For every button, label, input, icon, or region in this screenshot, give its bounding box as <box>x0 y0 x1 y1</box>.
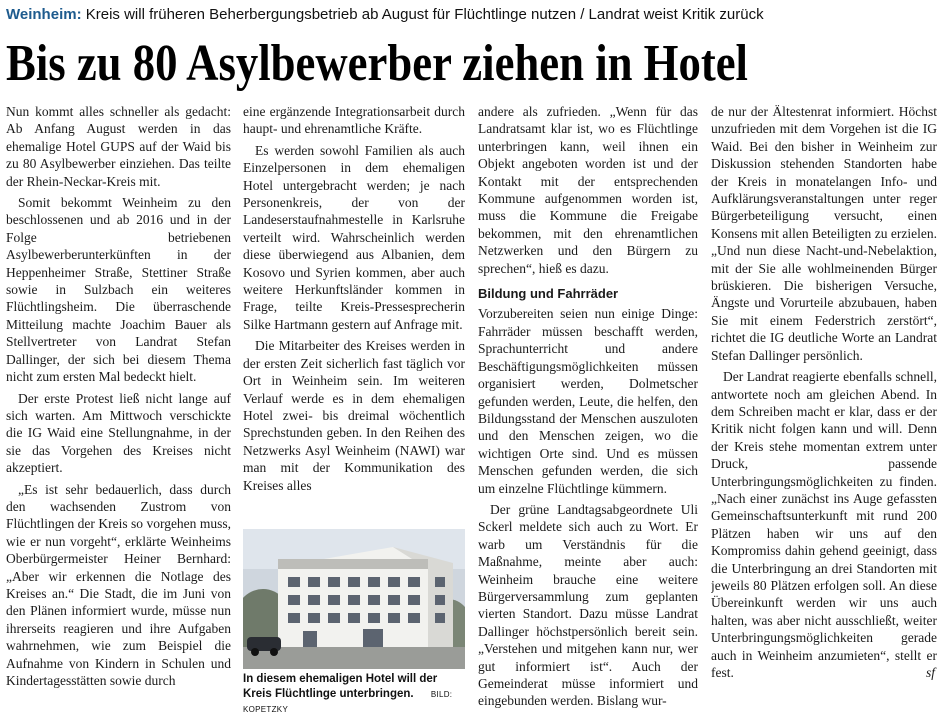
hotel-illustration <box>243 529 465 669</box>
photo-credit: BILD: KOPETZKY <box>243 690 453 714</box>
paragraph: Es werden sowohl Familien als auch Einzelpersonen in dem ehemaligen Hotel untergebracht werden; je nach Personenkreis, der von der Landeserstaufnahmestelle in Karlsruhe verteilt wird. Wahrscheinlich werden diese überwiegend aus Albanien, dem Kosovo und Syrien kommen, aber auch weitere Herkunftsländer kommen in Frage, teilte Kreis-Pressesprecherin Silke Hartmann gestern auf Anfrage mit. <box>243 142 465 332</box>
article-topline <box>0 0 943 30</box>
paragraph: andere als zufrieden. „Wenn für das Landratsamt klar ist, wo es Flüchtlinge unterbringen kann, weil ihnen ein Objekt angeboten worden ist und der Kontakt mit der entsprechenden Kommune aufgenommen worden ist, muss die Kommune die Freigabe bekommen, mit den ehrenamtlichen Netzwerken und den Bürgern zu sprechen“, hieß es dazu. <box>478 104 698 276</box>
caption-text: In diesem ehemaligen Hotel will der Kreis Flüchtlinge unterbringen. <box>243 673 438 700</box>
author-signature: sf <box>925 665 935 680</box>
paragraph: de nur der Ältestenrat informiert. Höchst unzufrieden mit dem Vorgehen ist die IG Waid. Bei den bisher in Weinheim zur Diskussion stehenden Standorten habe der Kreis in monatelangen Info- und Aufklärungsveranstaltungen unter reger Bürgerbeteiligung versucht, einen Konsens mit allen Beteiligten zu erzielen. „Und nun diese Nacht-und-Nebelaktion, mit der Sie alle wohlmeinenden Bürger brüskieren. Die bisherigen Versuche, Ängste und Vorurteile abzubauen, haben Sie mit einem Federstrich zerstört“, richtet die IG deutliche Worte an Landrat Stefan Dallinger persönlich. <box>711 104 937 363</box>
hotel-photo <box>243 529 465 669</box>
paragraph-text: Der Landrat reagierte ebenfalls schnell, antwortete noch am gleichen Abend. In dem Schreiben macht er klar, dass er der Kritik nicht folgen kann und will. Denn der Kreis stehe momentan extrem unter Druck, passende Unterbringungsmöglichkeiten zu finden. „Nach einer zunächst ins Auge gefassten Gemeinschaftsunterkunft mit rund 200 Plätzen haben wir uns auf den Kompromiss dahin gehend geeinigt, dass die Unterbringung an drei Standorten mit jeweils 80 Plätzen erfolgen soll. An diese Übereinkunft werden wir uns auch halten, was aber nicht ausschließt, weiter Unterbringungsmöglichkeiten gerade auch in Weinheim anzumieten“, stellt er fest. <box>711 369 937 680</box>
article-column-2 <box>243 103 465 543</box>
article-column-1 <box>6 103 231 715</box>
paragraph: Der erste Protest ließ nicht lange auf sich warten. Am Mittwoch verschickte die IG Waid eine Stellungnahme, in der sie das Vorgehen des Kreises nicht akzeptiert. <box>6 390 231 476</box>
paragraph: eine ergänzende Integrationsarbeit durch haupt- und ehrenamtliche Kräfte. <box>243 104 465 137</box>
article-column-3 <box>478 103 698 715</box>
section-subhead: Bildung und Fahrräder <box>478 286 619 302</box>
paragraph: Vorzubereiten seien nun einige Dinge: Fahrräder müssen beschafft werden, Sprachunterricht und andere Beschäftigungsmöglichkeiten müssen organisiert werden, Dolmetscher gefunden werden, Leute, die helfen, den Bildungsstand der Menschen auszuloten und den Menschen zeigen, wo die wichtigen Orte sind. Und es müssen Menschen gefunden werden, die sich um einzelne Flüchtlinge kümmern. <box>478 306 698 496</box>
photo-caption <box>243 672 465 716</box>
topline-kicker: Weinheim: <box>6 6 82 23</box>
article-column-4 <box>711 103 937 715</box>
paragraph: Nun kommt alles schneller als gedacht: Ab Anfang August werden in das ehemalige Hotel GUPS auf der Waid bis zu 80 Asylbewerber einziehen. Das teilte der Rhein-Neckar-Kreis mit. <box>6 104 231 189</box>
article-headline: Bis zu 80 Asylbewerber ziehen in Hotel <box>6 35 748 92</box>
paragraph: „Es ist sehr bedauerlich, dass durch den wachsenden Zustrom von Flüchtlingen der Kreis so vorgehen muss, wie er nun vorgeht“, erklärte Weinheims Oberbürgermeister Heiner Bernhard: „Aber wir erkennen die Notlage des Kreises an.“ Die Stadt, die im Juni von den Plänen informiert wurde, müsse nun ihrerseits reagieren und ihre Aufgaben wahrnehmen, wie zum Beispiel die Aufnahme von Kindern in Schulen und Kindertagesstätten sowie durch <box>6 481 231 688</box>
paragraph: Die Mitarbeiter des Kreises werden in der ersten Zeit sicherlich fast täglich vor Ort in Weinheim sein. Im weiteren Verlauf werde es in dem ehemaligen Hotel zwei- bis dreimal wöchentlich Sprechstunden geben. In den Reihen des Netzwerks Asyl Weinheim (NAWI) war man mit der Kommunikation des Kreises alles <box>243 338 465 493</box>
paragraph <box>711 368 937 681</box>
paragraph: Der grüne Landtagsabgeordnete Uli Sckerl meldete sich auch zu Wort. Er warb um Verständnis für die Maßnahme, meinte aber auch: Weinheim brauche eine weitere Bürgerversammlung zum geplanten vierten Standort. Dazu müsse Landrat Dallinger höchstpersönlich bereit sein. „Verstehen und mitgehen kann nur, wer gut informiert ist“. Auch der Gemeinderat müsse informiert und eingebunden werden. Bislang wur- <box>478 501 698 709</box>
paragraph: Somit bekommt Weinheim zu den beschlossenen und ab 2016 und in der Folge betriebenen Asylbewerberunterkünften in der Heppenheimer Straße, Stettiner Straße sowie in Sulzbach ein weiteres Flüchtlingsheim. Die überraschende Mitteilung machte Joachim Bauer als Stellvertreter von Landrat Stefan Dallinger, der sich bei diesem Thema nicht zum ersten Mal bedeckt hielt. <box>6 195 231 385</box>
topline-subtitle: Kreis will früheren Beherbergungsbetrieb ab August für Flüchtlinge nutzen / Landrat weist Kritik zurück <box>85 6 764 23</box>
